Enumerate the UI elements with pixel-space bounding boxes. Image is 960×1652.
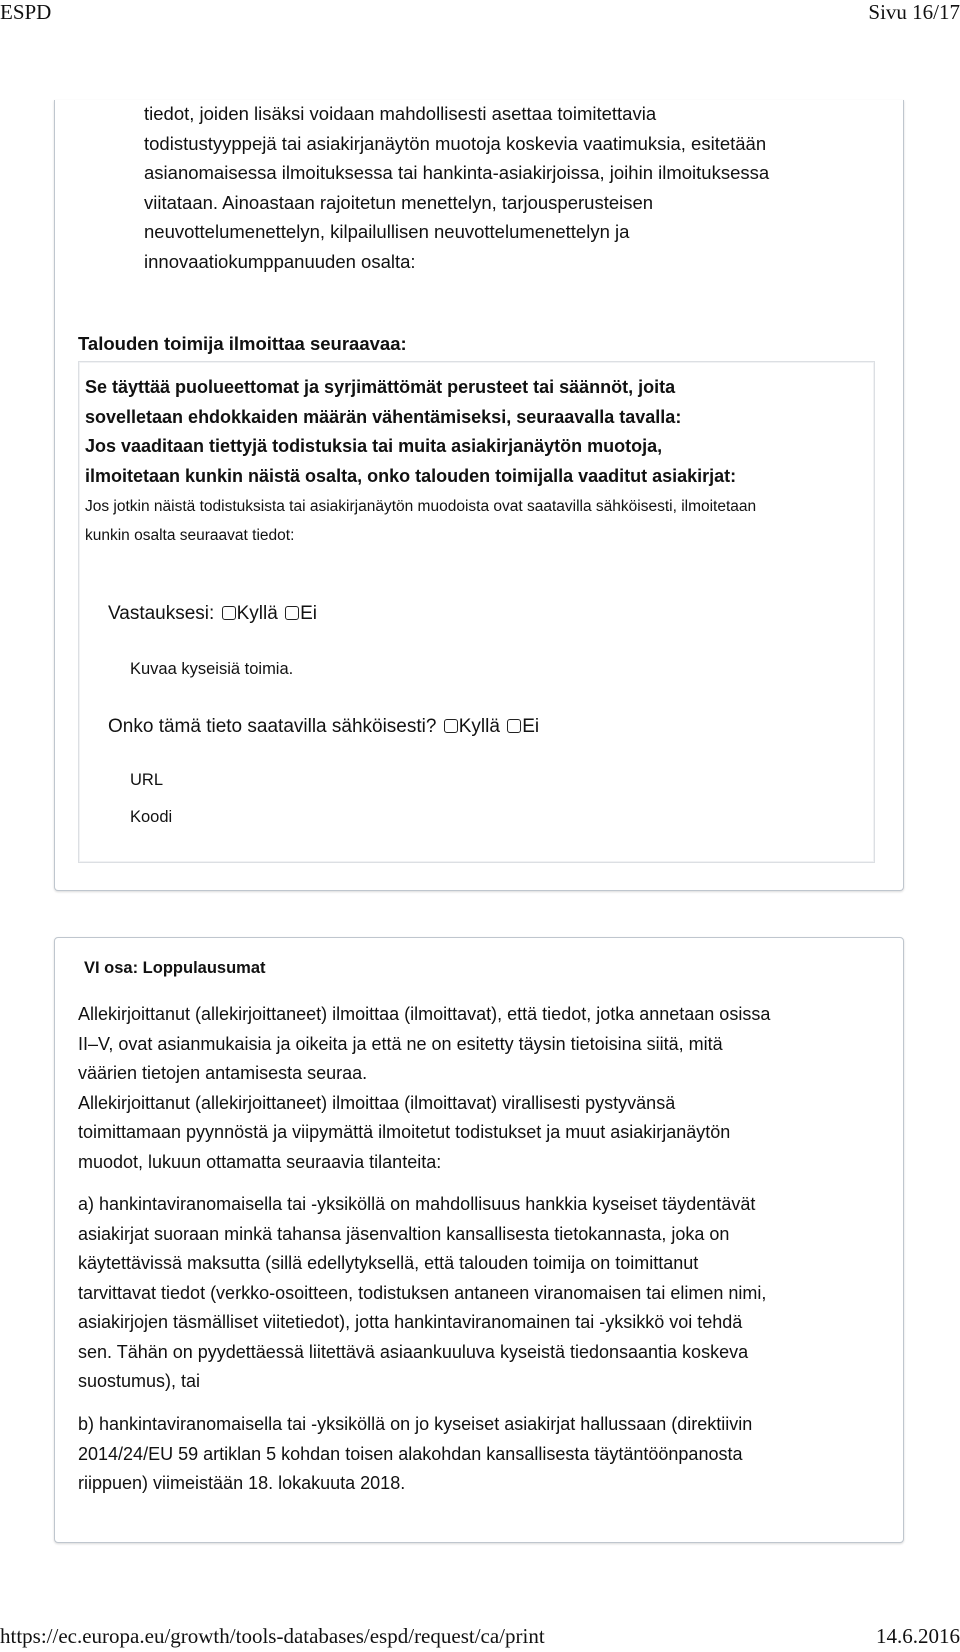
electronic-question: Onko tämä tieto saatavilla sähköisesti? [108, 716, 437, 737]
text-line: tiedot, joiden lisäksi voidaan mahdollisesti asettaa toimitettavia [144, 103, 657, 124]
describe-label: Kuvaa kyseisiä toimia. [130, 660, 294, 678]
text-line: käytettävissä maksutta (sillä edellytyksellä, että talouden toimija on toimittanut [78, 1253, 699, 1273]
text-line: sovelletaan ehdokkaiden määrän vähentämiseksi, seuraavalla tavalla: [85, 406, 682, 427]
text-line: toimittamaan pyynnöstä ja viipymättä ilmoitetut todistukset ja muut asiakirjanäytön [78, 1122, 731, 1142]
text-line: asiakirjat suoraan minkä tahansa jäsenvaltion kansallisesta tietokannasta, joka on [78, 1223, 730, 1244]
no-label: Ei [300, 603, 317, 624]
declaration-paragraph [78, 1000, 878, 1177]
text-line: Jos vaaditaan tiettyjä todistuksia tai muita asiakirjanäytön muotoja, [85, 436, 663, 456]
electronic-yes-checkbox[interactable] [444, 719, 458, 733]
economic-operator-label: Talouden toimija ilmoittaa seuraavaa: [78, 333, 407, 354]
header-title: ESPD [0, 0, 52, 24]
text-line: väärien tietojen antamisesta seuraa. [78, 1063, 368, 1083]
url-label: URL [130, 771, 164, 789]
section-title: VI osa: Loppulausumat [84, 959, 266, 977]
answer-label: Vastauksesi: [108, 603, 215, 624]
text-line: asiakirjojen täsmälliset viitetiedot), jotta hankintaviranomainen tai -yksikkö voi tehdä [78, 1312, 743, 1332]
electronic-yes-label: Kyllä [458, 716, 500, 737]
text-line: neuvottelumenettelyn, kilpailullisen neuvottelumenettelyn ja [144, 221, 630, 242]
text-line: kunkin osalta seuraavat tiedot: [85, 527, 295, 544]
page-header [0, 0, 960, 28]
footer-url: https://ec.europa.eu/growth/tools-databases/espd/request/ca/print [0, 1624, 545, 1648]
text-line: Jos jotkin näistä todistuksista tai asiakirjanäytön muodoista ovat saatavilla sähköisesti, ilmoitetaan [85, 498, 757, 515]
text-line: todistustyyppejä tai asiakirjanäytön muotoja koskevia vaatimuksia, esitetään [144, 132, 767, 154]
text-line: tarvittavat tiedot (verkko-osoitteen, todistuksen antaneen viranomaisen tai elimen nimi, [78, 1282, 767, 1303]
text-line: muodot, lukuun ottamatta seuraavia tilanteita: [78, 1151, 442, 1172]
intro-paragraph [144, 99, 884, 276]
yes-checkbox[interactable] [222, 606, 236, 620]
text-line: Se täyttää puolueettomat ja syrjimättömät perusteet tai säännöt, joita [85, 377, 676, 397]
text-line: a) hankintaviranomaisella tai -yksiköllä on mahdollisuus hankkia kyseiset täydentävät [78, 1194, 756, 1214]
page-number: Sivu 16/17 [868, 0, 960, 24]
code-label: Koodi [130, 808, 173, 826]
text-line: viitataan. Ainoastaan rajoitetun menettelyn, tarjousperusteisen [144, 191, 654, 213]
electronic-info-note [85, 492, 875, 550]
text-line: riippuen) viimeistään 18. lokakuuta 2018. [78, 1473, 406, 1493]
electronic-row [108, 716, 539, 738]
text-line: asianomaisessa ilmoituksessa tai hankinta-asiakirjoissa, joihin ilmoituksessa [144, 162, 770, 183]
criteria-statement [85, 373, 865, 491]
text-line: II–V, ovat asianmukaisia ja oikeita ja että ne on esitetty täysin tietoisina siitä, mitä [78, 1033, 723, 1054]
text-line: suostumus), tai [78, 1371, 201, 1391]
text-line: 2014/24/EU 59 artiklan 5 kohdan toisen alakohdan kansallisesta täytäntöönpanosta [78, 1443, 743, 1464]
condition-a-paragraph [78, 1190, 878, 1397]
answer-row [108, 603, 317, 625]
text-line: ilmoitetaan kunkin näistä osalta, onko talouden toimijalla vaaditut asiakirjat: [85, 465, 737, 486]
text-line: Allekirjoittanut (allekirjoittaneet) ilmoittaa (ilmoittavat), että tiedot, jotka annetaan osissa [78, 1004, 771, 1024]
condition-b-paragraph [78, 1410, 878, 1499]
yes-label: Kyllä [236, 603, 278, 624]
no-checkbox[interactable] [285, 606, 299, 620]
text-line: b) hankintaviranomaisella tai -yksiköllä on jo kyseiset asiakirjat hallussaan (direktiivin [78, 1414, 753, 1434]
text-line: Allekirjoittanut (allekirjoittaneet) ilmoittaa (ilmoittavat) virallisesti pystyvänsä [78, 1092, 676, 1113]
footer-date: 14.6.2016 [876, 1624, 960, 1648]
electronic-no-checkbox[interactable] [507, 719, 521, 733]
page-footer [0, 1624, 960, 1652]
text-line: sen. Tähän on pyydettäessä liitettävä asiaankuuluva kyseistä tiedonsaantia koskeva [78, 1341, 749, 1362]
text-line: innovaatiokumppanuuden osalta: [144, 250, 416, 272]
electronic-no-label: Ei [522, 716, 540, 737]
